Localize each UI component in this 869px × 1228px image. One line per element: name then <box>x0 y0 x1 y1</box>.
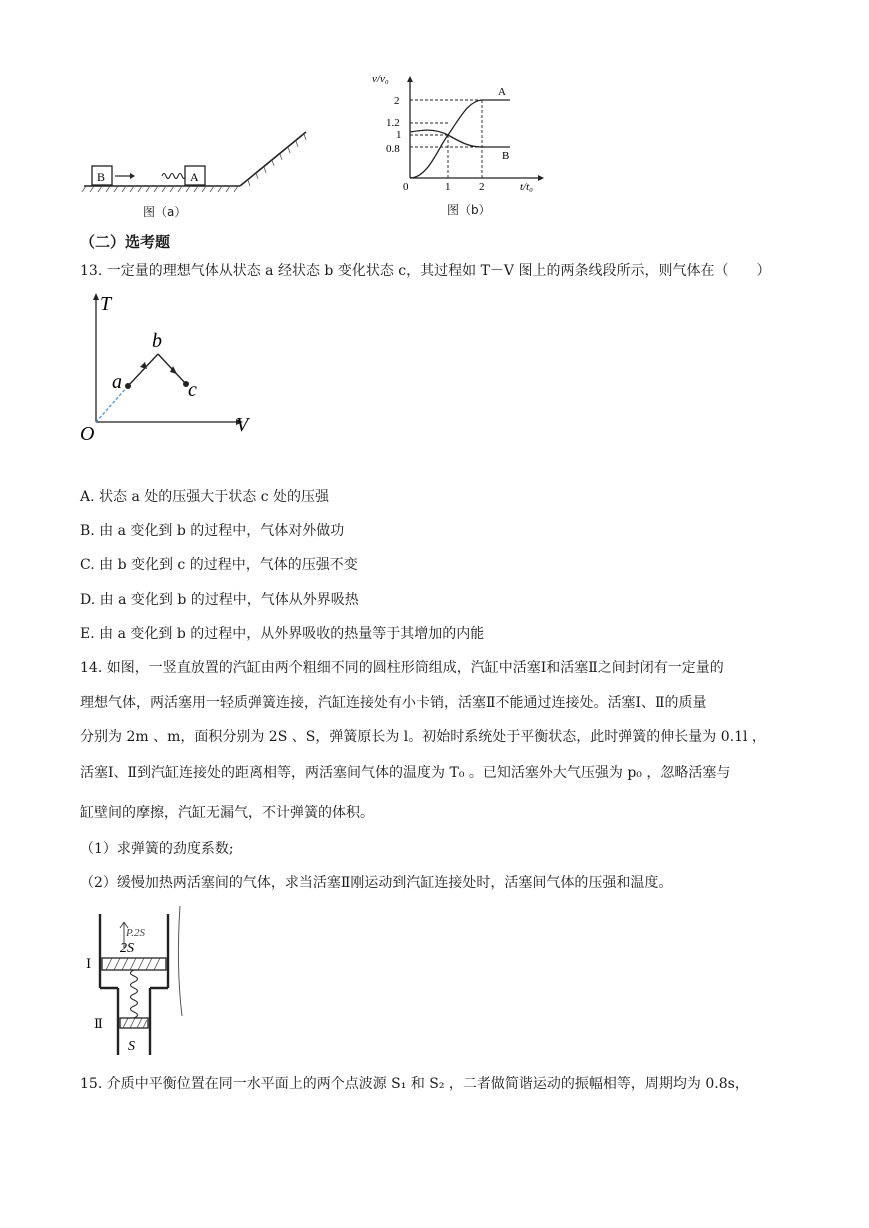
y-tick-1-2: 1.2 <box>386 117 400 129</box>
origin-label: O <box>80 423 95 445</box>
handwritten-mark <box>178 906 182 1016</box>
q13-option-e: E. 由 a 变化到 b 的过程中，从外界吸收的热量等于其增加的内能 <box>80 626 485 642</box>
piston-1 <box>102 958 166 970</box>
x-tick-0: 0 <box>403 181 409 193</box>
q13-tv-graph <box>76 290 266 450</box>
q14-line-3: 分别为 2m 、m，面积分别为 2S 、S，弹簧原长为 l。初始时系统处于平衡状态，此时弹簧的伸长量为 0.1l ， <box>80 729 766 745</box>
section-title: （二）选考题 <box>80 233 171 251</box>
q14-cylinder-figure <box>80 900 200 1060</box>
q14-line-2: 理想气体，两活塞用一轻质弹簧连接，汽缸连接处有小卡销，活塞Ⅱ不能通过连接处。活塞Ⅰ、Ⅱ的质量 <box>80 695 707 711</box>
x-tick-2: 2 <box>479 181 485 193</box>
q13-option-b: B. 由 a 变化到 b 的过程中，气体对外做功 <box>80 523 345 539</box>
figure-a-drawing <box>80 110 320 220</box>
curve-b <box>410 130 510 147</box>
q13-option-d: D. 由 a 变化到 b 的过程中，气体从外界吸热 <box>80 592 359 608</box>
q14-line-4: 活塞Ⅰ、Ⅱ到汽缸连接处的距离相等，两活塞间气体的温度为 T₀ 。已知活塞外大气压强为 p₀ ，忽略活塞与 <box>80 765 731 781</box>
q13-stem: 13. 一定量的理想气体从状态 a 经状态 b 变化状态 c，其过程如 T－V 图上的两条线段所示，则气体在（ ） <box>80 263 771 279</box>
figure-b-caption: 图（b） <box>447 203 491 217</box>
block-b-label: B <box>97 170 106 184</box>
piston-2-label: Ⅱ <box>94 1016 103 1031</box>
figure-b-drawing <box>370 68 550 203</box>
point-a-label: a <box>112 371 122 393</box>
curve-a <box>410 100 510 178</box>
point-b-label: b <box>152 330 162 352</box>
curve-b-label: B <box>502 150 510 162</box>
q14-line-5: 缸壁间的摩擦，汽缸无漏气，不计弹簧的体积。 <box>80 805 374 821</box>
q13-option-a: A. 状态 a 处的压强大于状态 c 处的压强 <box>80 489 329 505</box>
y-tick-2: 2 <box>394 95 400 107</box>
point-c-label: c <box>188 379 197 401</box>
q13-option-c: C. 由 b 变化到 c 的过程中，气体的压强不变 <box>80 557 358 573</box>
figure-b <box>370 68 550 203</box>
label-s: S <box>128 1039 135 1054</box>
spring <box>162 174 186 179</box>
x-axis-label: t/t₀ <box>520 181 533 193</box>
figure-a-caption: 图（a） <box>143 205 187 219</box>
y-tick-1: 1 <box>396 129 402 141</box>
y-axis-label: v/v₀ <box>372 73 389 85</box>
t-axis-label: T <box>100 293 112 315</box>
v-axis-label: V <box>236 414 249 436</box>
figure-a <box>80 110 320 220</box>
q15-stem: 15. 介质中平衡位置在同一水平面上的两个点波源 S₁ 和 S₂ ，二者做简谐运动的振幅相等，周期均为 0.8s， <box>80 1076 749 1092</box>
block-a-label: A <box>190 170 199 184</box>
q14-line-1: 14. 如图，一竖直放置的汽缸由两个粗细不同的圆柱形筒组成，汽缸中活塞Ⅰ和活塞Ⅱ之间封闭有一定量的 <box>80 660 724 676</box>
x-tick-1: 1 <box>445 181 451 193</box>
label-2s: 2S <box>120 941 134 956</box>
y-tick-0-8: 0.8 <box>386 143 400 155</box>
cylinder-drawing <box>80 900 200 1060</box>
spring <box>131 970 138 1018</box>
piston-1-label: Ⅰ <box>86 956 92 971</box>
q14-sub-1: （1）求弹簧的劲度系数; <box>80 841 234 857</box>
tv-graph-drawing <box>76 290 266 450</box>
curve-a-label: A <box>498 86 506 98</box>
point-a <box>125 383 131 389</box>
handwritten-note: P.2S <box>126 927 146 939</box>
q14-sub-2: （2）缓慢加热两活塞间的气体，求当活塞Ⅱ刚运动到汽缸连接处时，活塞间气体的压强和温度。 <box>80 875 673 891</box>
